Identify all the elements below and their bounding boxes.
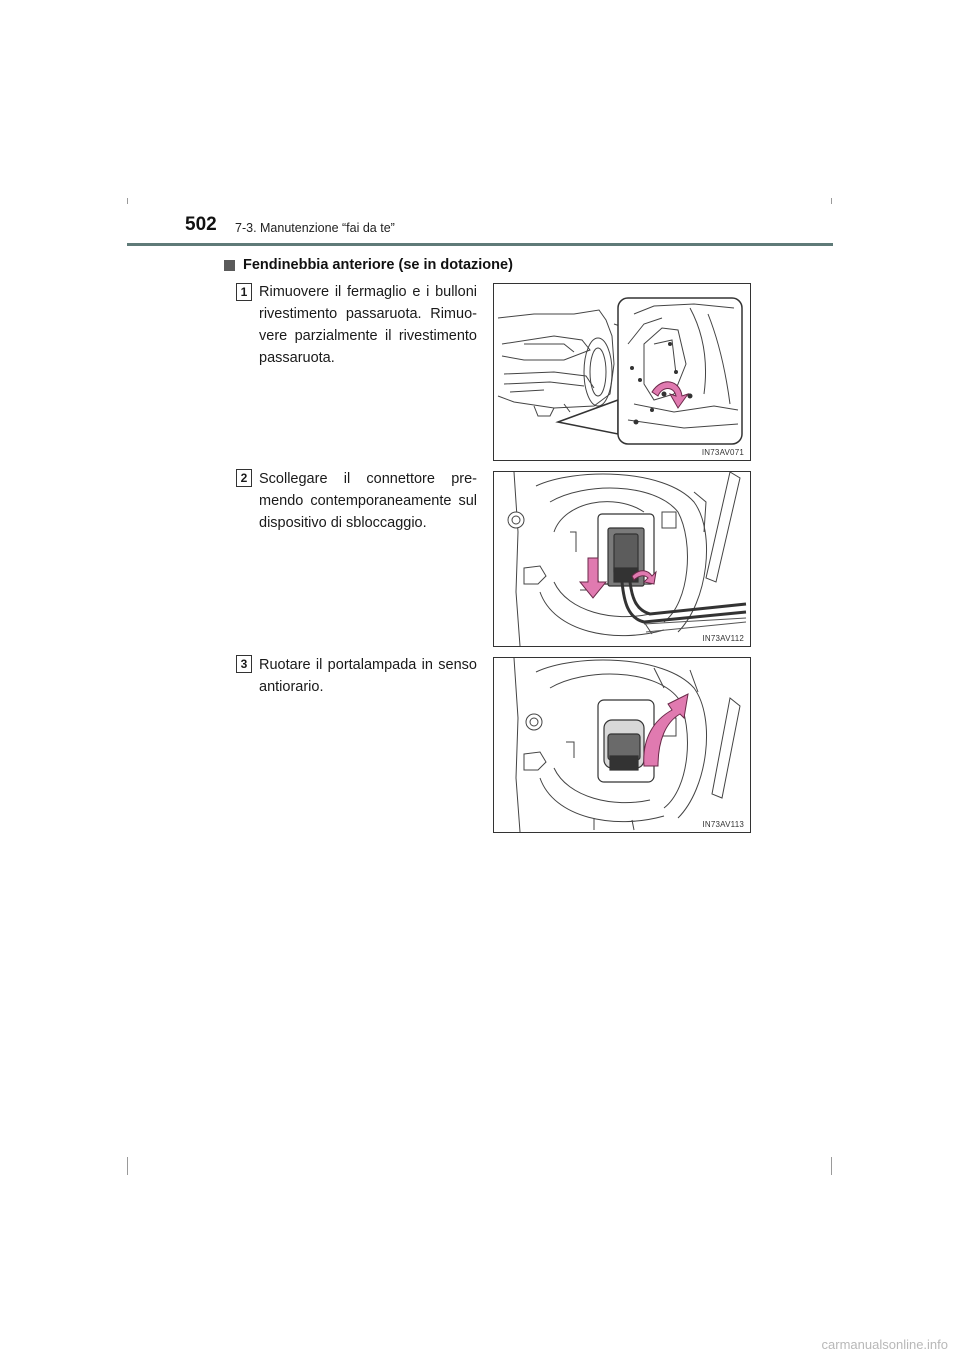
step-text-1: Rimuovere il fermaglio e i bulloni rivestimento passaruota. Rimuovere parzialmente il rivestimento passaruota. (259, 284, 477, 366)
footer-watermark: carmanualsonline.info (821, 1337, 948, 1352)
crop-mark (127, 198, 128, 204)
crop-mark (127, 1157, 128, 1175)
crop-mark (831, 198, 832, 204)
step-number-2: 2 (236, 469, 252, 487)
step-number-3: 3 (236, 655, 252, 673)
connector-illustration (494, 472, 750, 646)
bullet-square-icon (224, 260, 235, 271)
figure-connector (493, 471, 751, 647)
figure-wheel-housing (493, 283, 751, 461)
step-text-2: Scollegare il connettore premendo contemporaneamente sul dispositivo di sbloccaggio. (259, 471, 477, 531)
header-rule (127, 243, 833, 246)
figure-bulb-holder (493, 657, 751, 833)
page-number: 502 (185, 214, 217, 235)
figure-code: IN73AV112 (702, 634, 744, 643)
crop-mark (831, 1157, 832, 1175)
topic-heading-text: Fendinebbia anteriore (se in dotazione) (243, 257, 513, 273)
step-text-3: Ruotare il portalampada in senso antiorario. (259, 657, 477, 695)
section-title: 7-3. Manutenzione “fai da te” (235, 221, 395, 235)
bulb-holder-illustration (494, 658, 750, 832)
topic-heading (224, 257, 513, 273)
figure-code: IN73AV071 (701, 448, 744, 457)
figure-code: IN73AV113 (702, 820, 744, 829)
step-number-1: 1 (236, 283, 252, 301)
wheel-housing-illustration (494, 284, 750, 460)
